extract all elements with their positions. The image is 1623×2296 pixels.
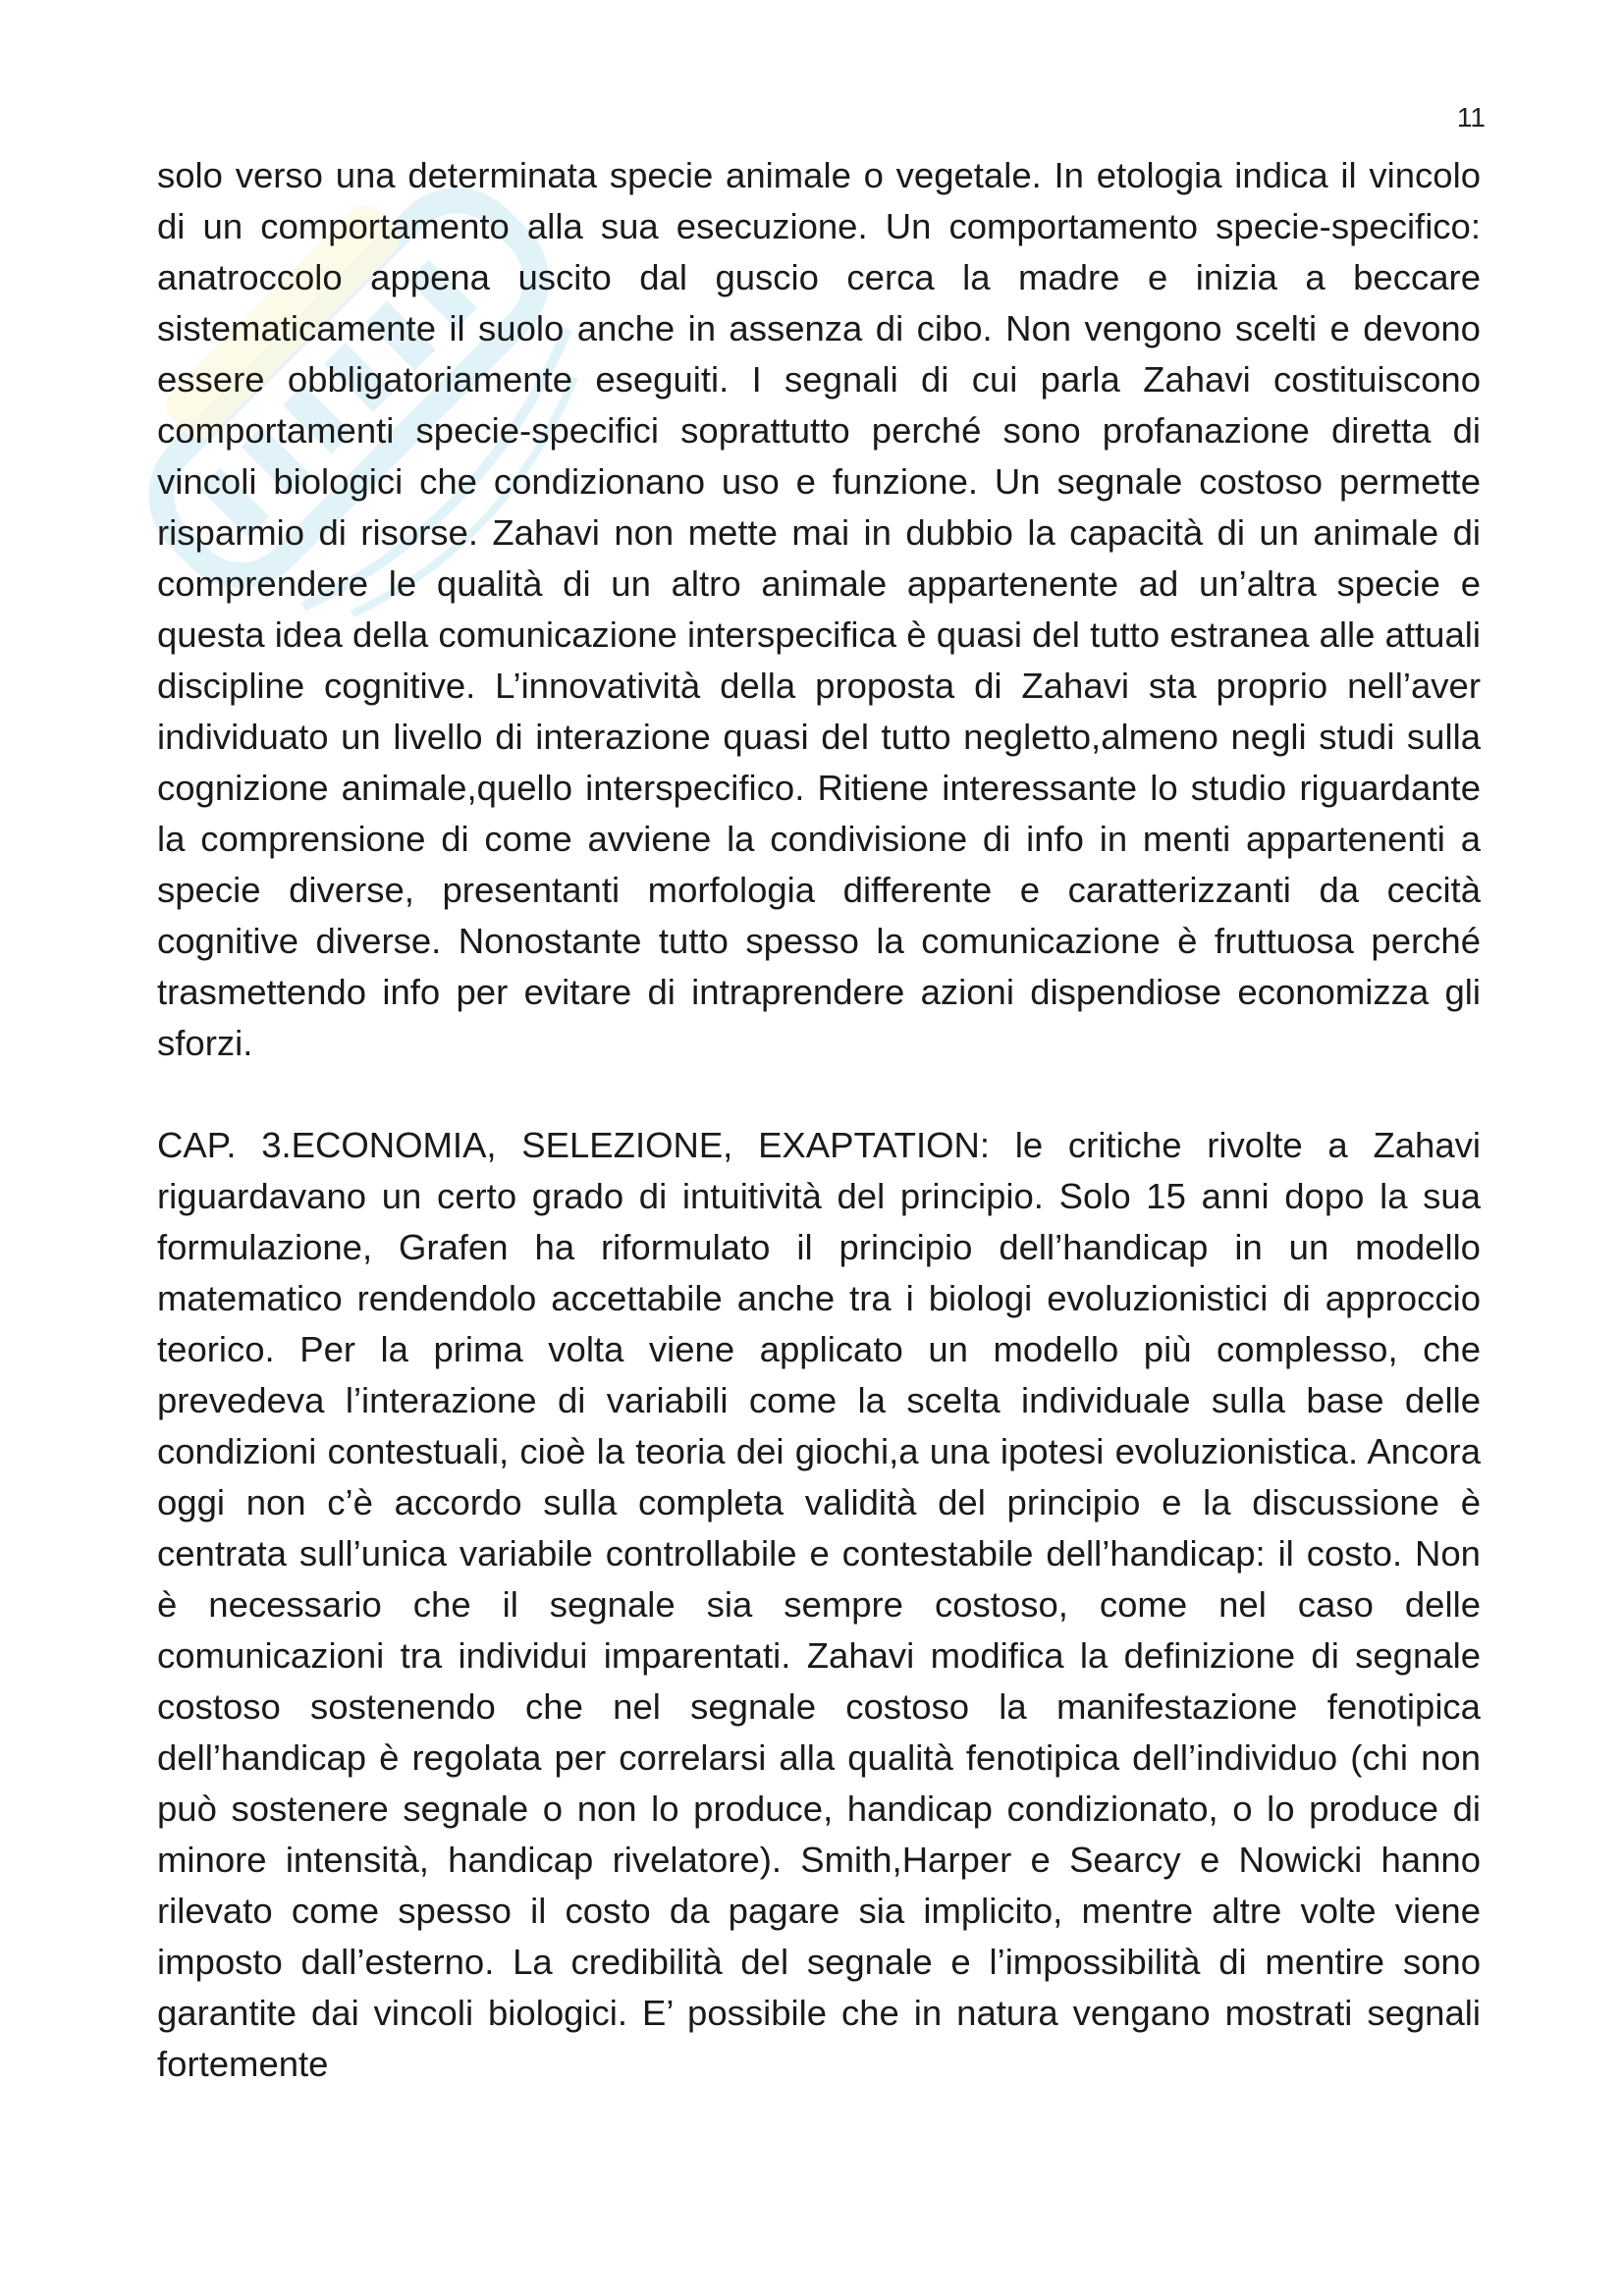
paragraph: solo verso una determinata specie animale o vegetale. In etologia indica il vincolo di un comportamento alla sua esecuzione. Un comportamento specie-specifico: anatroccolo appena uscito dal guscio cerca la madre e inizia a beccare sistematicamente il suolo anche in assenza di cibo. Non vengono scelti e devono essere obbligatoriamente eseguiti. I segnali di cui parla Zahavi costituiscono comportamenti specie-specifici soprattutto perché sono profanazione diretta di vincoli biologici che condizionano uso e funzione. Un segnale costoso permette risparmio di risorse. Zahavi non mette mai in dubbio la capacità di un animale di comprendere le qualità di un altro animale appartenente ad un’altra specie e questa idea della comunicazione interspecifica è quasi del tutto estranea alle attuali discipline cognitive. L’innovatività della proposta di Zahavi sta proprio nell’aver individuato un livello di interazione quasi del tutto negletto,almeno negli studi sulla cognizione animale,quello interspecifico. Ritiene interessante lo studio riguardante la comprensione di come avviene la condivisione di info in menti appartenenti a specie diverse, presentanti morfologia differente e caratterizzanti da cecità cognitive diverse. Nonostante tutto spesso la comunicazione è fruttuosa perché trasmettendo info per evitare di intraprendere azioni dispendiose economizza gli sforzi. xyxy=(157,155,1481,1063)
page-number: 11 xyxy=(1456,102,1486,133)
paragraph-chapter-3: CAP. 3.ECONOMIA, SELEZIONE, EXAPTATION: le critiche rivolte a Zahavi riguardavano un certo grado di intuitività del principio. Solo 15 anni dopo la sua formulazione, Grafen ha riformulato il principio dell’handicap in un modello matematico rendendolo accettabile anche tra i biologi evoluzionistici di approccio teorico. Per la prima volta viene applicato un modello più complesso, che prevedeva l’interazione di variabili come la scelta individuale sulla base delle condizioni contestuali, cioè la teoria dei giochi,a una ipotesi evoluzionistica. Ancora oggi non c’è accordo sulla completa validità del principio e la discussione è centrata sull’unica variabile controllabile e contestabile dell’handicap: il costo. Non è necessario che il segnale sia sempre costoso, come nel caso delle comunicazioni tra individui imparentati. Zahavi modifica la definizione di segnale costoso sostenendo che nel segnale costoso la manifestazione fenotipica dell’handicap è regolata per correlarsi alla qualità fenotipica dell’individuo (chi non può sostenere segnale o non lo produce, handicap condizionato, o lo produce di minore intensità, handicap rivelatore). Smith,Harper e Searcy e Nowicki hanno rilevato come spesso il costo da pagare sia implicito, mentre altre volte viene imposto dall’esterno. La credibilità del segnale e l’impossibilità di mentire sono garantite dai vincoli biologici. E’ possibile che in natura vengano mostrati segnali fortemente xyxy=(157,1125,1481,2084)
body-text xyxy=(157,150,1481,2090)
